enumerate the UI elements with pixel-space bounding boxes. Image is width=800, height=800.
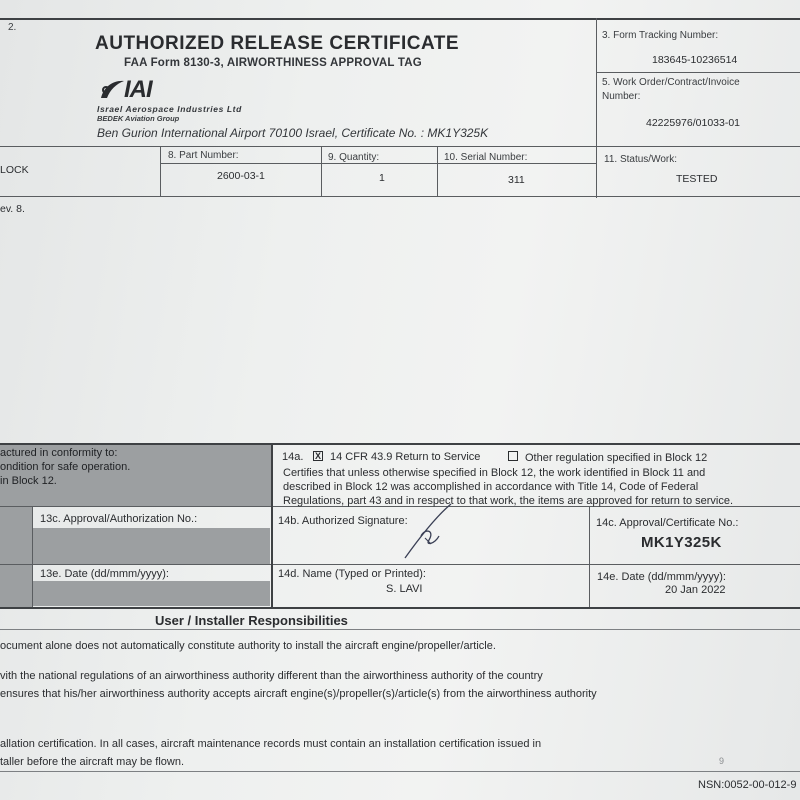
block14-date-value: 20 Jan 2022 — [665, 584, 726, 596]
certificate-title: AUTHORIZED RELEASE CERTIFICATE — [95, 33, 460, 54]
items-col-1 — [160, 146, 161, 196]
other-regulation-checkbox[interactable] — [508, 451, 518, 461]
approval-authorization-label: 13c. Approval/Authorization No.: — [40, 513, 198, 525]
address-line: Ben Gurion International Airport 70100 Israel, Certificate No. : MK1Y325K — [97, 126, 489, 140]
block13-inner-divider — [32, 506, 33, 607]
logo-text: IAI — [124, 76, 152, 103]
iai-emblem-icon — [98, 78, 126, 102]
block13-line-1: actured in conformity to: — [0, 447, 118, 459]
block13e-shade — [33, 581, 270, 606]
items-col-3 — [437, 146, 438, 196]
part-label: 8. Part Number: — [168, 150, 239, 161]
part-value: 2600-03-1 — [217, 170, 265, 182]
work-order-label-2: Number: — [602, 91, 641, 102]
group-name: BEDEK Aviation Group — [97, 114, 180, 123]
return-to-service-option: 14 CFR 43.9 Return to Service — [330, 451, 481, 463]
name-value: S. LAVI — [386, 583, 423, 595]
block13-left-shade — [0, 507, 32, 607]
certification-line-1: Certifies that unless otherwise specified in Block 12, the work identified in Block 11 and — [283, 467, 706, 479]
return-to-service-checkbox[interactable]: X — [314, 451, 321, 461]
certification-line-3: Regulations, part 43 and in respect to that work, the items are approved for return to service. — [283, 495, 734, 507]
block14a-label: 14a. — [282, 451, 304, 463]
responsibility-line-2: vith the national regulations of an airworthiness authority different than the airworthiness authority of the country — [0, 670, 543, 682]
certificate-number-label: 14c. Approval/Certificate No.: — [596, 517, 739, 529]
block13-line-3: in Block 12. — [0, 475, 57, 487]
description-fragment: LOCK — [0, 164, 29, 176]
tracking-label: 3. Form Tracking Number: — [602, 30, 719, 41]
block-bottom-border — [0, 607, 800, 609]
certificate-number-value: MK1Y325K — [641, 534, 722, 551]
responsibilities-title: User / Installer Responsibilities — [155, 613, 348, 628]
responsibility-line-5: taller before the aircraft may be flown. — [0, 756, 185, 768]
work-order-label-1: 5. Work Order/Contract/Invoice — [602, 77, 740, 88]
top-border — [0, 18, 800, 20]
items-row-top — [0, 146, 800, 147]
block13-14-divider — [271, 443, 273, 608]
page-mark: 9 — [719, 756, 725, 766]
header-divider — [596, 18, 597, 198]
block13c-shade — [33, 528, 270, 564]
quantity-value: 1 — [379, 172, 385, 184]
block2-label: 2. — [8, 22, 17, 33]
serial-value: 311 — [508, 174, 525, 186]
block-row-divider-2 — [0, 564, 800, 565]
items-row-bottom — [0, 196, 800, 197]
responsibility-line-3: ensures that his/her airworthiness authority accepts aircraft engine(s)/propeller(s)/article(s) from the airworthiness authority — [0, 688, 597, 700]
status-value: TESTED — [676, 173, 718, 185]
name-label: 14d. Name (Typed or Printed): — [278, 568, 426, 580]
nsn-number: NSN:0052-00-012-9 — [698, 779, 797, 791]
tracking-value: 183645-10236514 — [652, 54, 738, 66]
footer-divider — [0, 771, 800, 772]
work-order-value: 42225976/01033-01 — [646, 117, 741, 129]
quantity-label: 9. Quantity: — [328, 152, 380, 163]
block14-date-label: 14e. Date (dd/mmm/yyyy): — [597, 571, 726, 583]
authorized-signature-label: 14b. Authorized Signature: — [278, 515, 408, 527]
responsibilities-divider — [0, 629, 800, 630]
serial-label: 10. Serial Number: — [444, 152, 528, 163]
tracking-divider — [596, 72, 800, 73]
responsibility-line-1: ocument alone does not automatically constitute authority to install the aircraft engine/propeller/article. — [0, 640, 496, 652]
other-regulation-option: Other regulation specified in Block 12 — [525, 452, 708, 464]
certification-line-2: described in Block 12 was accomplished in accordance with Title 14, Code of Federal — [283, 481, 699, 493]
responsibility-line-4: allation certification. In all cases, aircraft maintenance records must contain an installation certification issued in — [0, 738, 542, 750]
company-name: Israel Aerospace Industries Ltd — [97, 104, 242, 114]
block14-inner-divider — [589, 506, 590, 607]
block13-line-2: ondition for safe operation. — [0, 461, 131, 473]
items-col-2 — [321, 146, 322, 196]
remarks-fragment: ev. 8. — [0, 203, 25, 215]
handwritten-signature — [395, 500, 455, 562]
form-subtitle: FAA Form 8130-3, AIRWORTHINESS APPROVAL TAG — [124, 57, 422, 69]
items-label-divider — [160, 163, 596, 164]
block13-date-label: 13e. Date (dd/mmm/yyyy): — [40, 568, 169, 580]
status-label: 11. Status/Work: — [604, 154, 677, 165]
